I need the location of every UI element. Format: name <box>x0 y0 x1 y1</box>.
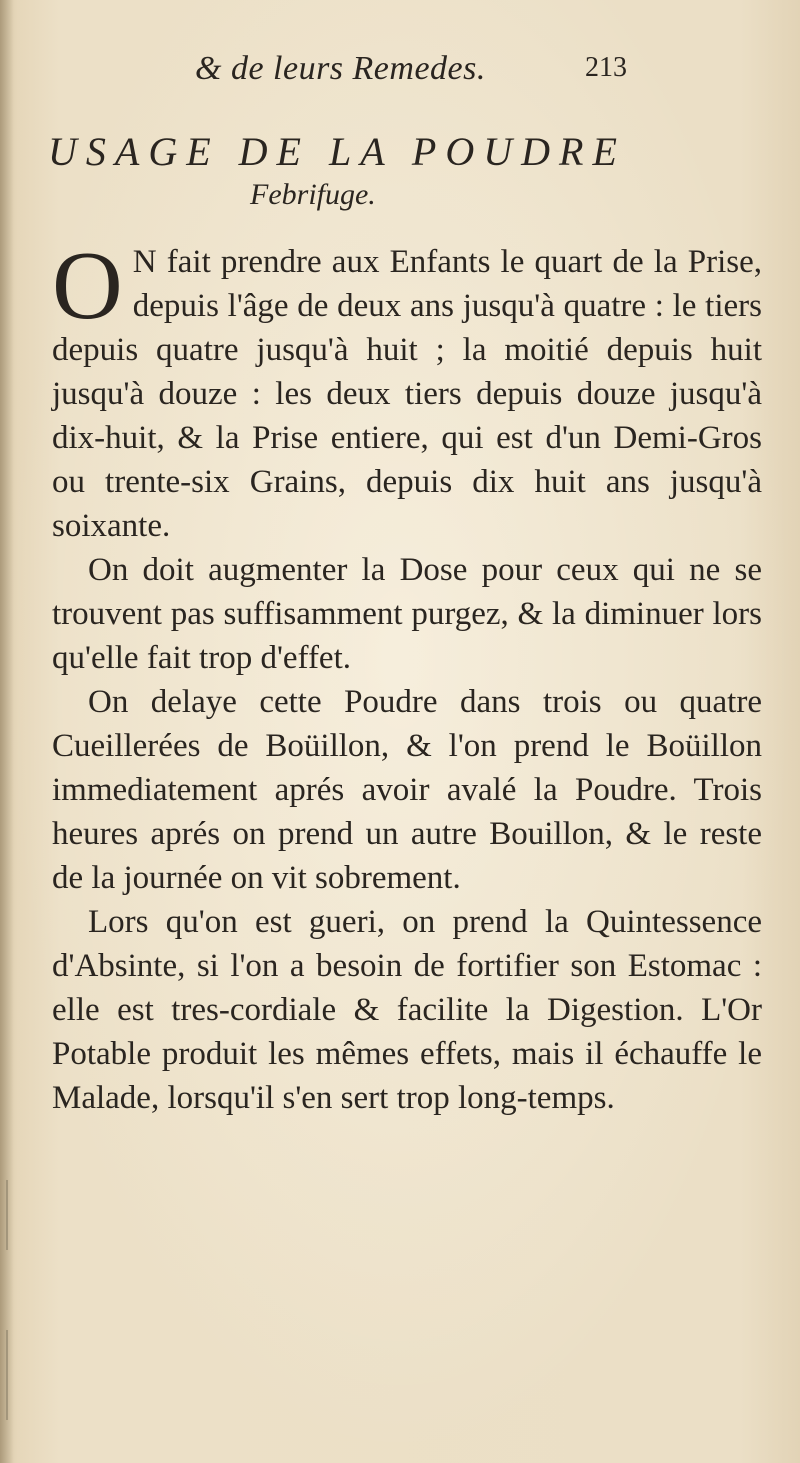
paragraph-2: On doit augmenter la Dose pour ceux qui ne se trouvent pas suffisamment purgez, & la diminuer lors qu'elle fait trop d'effet. <box>52 552 762 676</box>
paragraph-4: Lors qu'on est gueri, on prend la Quintessence d'Absinte, si l'on a besoin de fortifier son Estomac : elle est tres-cordiale & facilite la Digestion. L'Or Potable produit les mêmes effets, mais il échauffe le Malade, lorsqu'il s'en sert trop long-temps. <box>52 904 762 1116</box>
section-heading: USAGE DE LA POUDRE <box>48 129 626 174</box>
paragraph-1 <box>52 232 762 548</box>
running-title: & de leurs Remedes. <box>195 50 486 87</box>
paragraph-1-text: N fait prendre aux Enfants le quart de la Prise, depuis l'âge de deux ans jusqu'à quatre : le tiers depuis quatre jusqu'à huit ; la moitié depuis huit jusqu'à douze : les deux tiers depuis douze jusqu'à dix-huit, & la Prise entiere, qui est d'un Demi-Gros ou trente-six Grains, depuis dix huit ans jusqu'à soixante. <box>52 244 762 544</box>
section-subheading: Febrifuge. <box>250 178 376 211</box>
drop-cap: O <box>52 232 123 340</box>
page-number: 213 <box>585 52 627 83</box>
margin-mark <box>6 1330 8 1420</box>
body-text <box>52 232 762 1120</box>
margin-mark <box>6 1180 8 1250</box>
running-head <box>0 50 800 100</box>
paragraph-3: On delaye cette Poudre dans trois ou quatre Cueillerées de Boüillon, & l'on prend le Boüillon immediatement aprés avoir avalé la Poudre. Trois heures aprés on prend un autre Bouillon, & le reste de la journée on vit sobrement. <box>52 684 762 896</box>
